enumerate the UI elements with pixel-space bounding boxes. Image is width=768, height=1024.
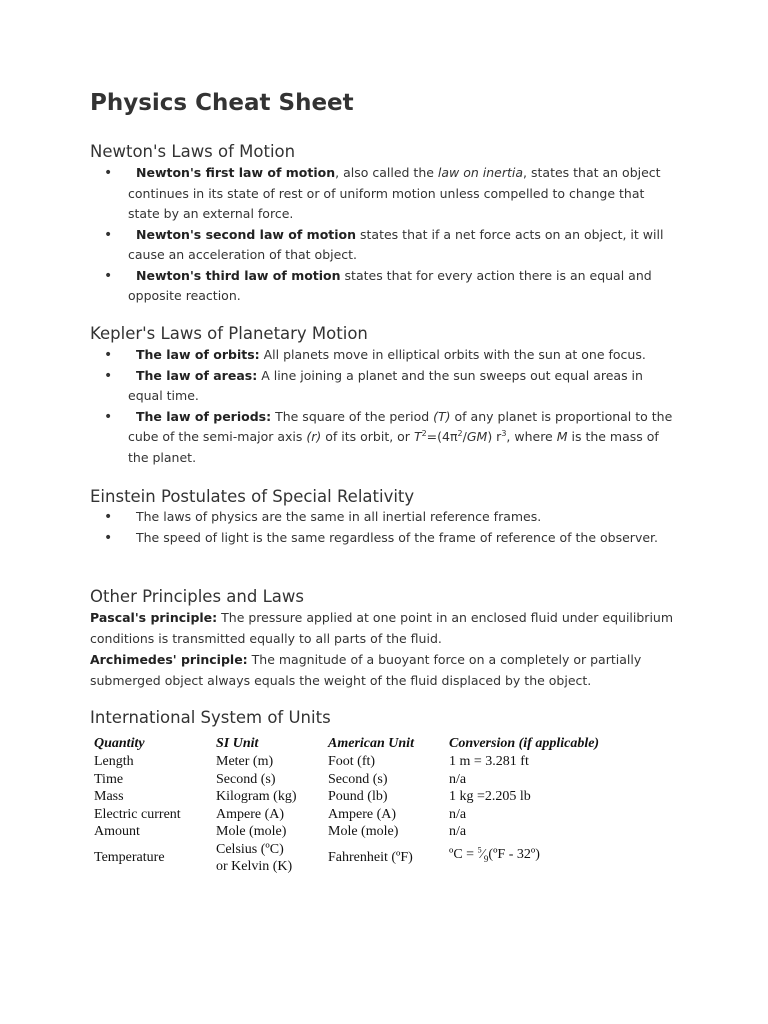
denominator: 9 — [483, 854, 489, 865]
table-cell: Length — [94, 754, 134, 769]
table-row — [90, 841, 633, 875]
table-cell: Electric current — [94, 806, 181, 822]
table-cell: 1 kg =2.205 lb — [449, 789, 531, 804]
table-cell — [445, 841, 633, 875]
text: or Kelvin (K) — [216, 858, 293, 874]
section-heading-other: Other Principles and Laws — [90, 587, 304, 606]
list-item — [90, 528, 680, 549]
text: of any planet is proportional to the cube of the semi-major axis — [128, 408, 673, 444]
table-row — [90, 771, 633, 789]
exponent: 2 — [457, 428, 463, 438]
text: states that if a net force acts on an object, it will cause an acceleration of that object. — [128, 226, 664, 262]
table-row — [90, 788, 633, 806]
column-header: Conversion (if applicable) — [449, 736, 600, 751]
term: Archimedes' principle: — [90, 652, 248, 667]
bullet-icon: • — [104, 408, 113, 425]
bullet-icon: • — [104, 529, 113, 546]
fraction-slash: ⁄ — [481, 847, 484, 863]
section-heading-units: International System of Units — [90, 708, 331, 727]
table-row — [90, 806, 633, 824]
list-item — [90, 507, 680, 528]
table-cell: Fahrenheit (ºF) — [328, 849, 413, 865]
symbol: T — [413, 429, 422, 444]
text: , where — [506, 429, 557, 444]
text: All planets move in elliptical orbits with the sun at one focus. — [259, 347, 646, 362]
text: The speed of light is the same regardless of the frame of reference of the observer. — [136, 529, 658, 545]
table-cell: Meter (m) — [216, 754, 274, 769]
text: states that for every action there is an equal and opposite reaction. — [128, 267, 652, 303]
table-cell: Second (s) — [216, 771, 276, 787]
term: The law of areas: — [136, 367, 258, 383]
bullet-icon: • — [104, 267, 113, 284]
bullet-icon: • — [104, 226, 113, 243]
text: of its orbit, or — [321, 429, 414, 444]
table-cell: Pound (lb) — [328, 789, 388, 804]
table-row — [90, 823, 633, 841]
term-italic: law on inertia — [437, 165, 524, 180]
list-item — [90, 407, 680, 469]
text: The pressure applied at one point in an enclosed fluid under equilibrium conditions is transmitted equally to all parts of the fluid. — [90, 610, 674, 646]
text: The magnitude of a buoyant force on a completely or partially submerged object always equals the weight of the fluid displaced by the object. — [90, 652, 642, 688]
list-item — [90, 366, 680, 407]
page-title: Physics Cheat Sheet — [90, 90, 354, 116]
exponent: 2 — [421, 428, 427, 438]
term: Newton's second law of motion — [136, 226, 357, 242]
symbol: GM — [466, 429, 488, 444]
table-cell: Mole (mole) — [328, 824, 399, 839]
text: A line joining a planet and the sun sweeps out equal areas in equal time. — [128, 367, 643, 403]
table-cell: Ampere (A) — [216, 806, 285, 822]
table-cell: Time — [94, 771, 124, 787]
table-cell: Mole (mole) — [216, 824, 287, 839]
symbol: (T) — [433, 408, 451, 424]
table-row — [90, 753, 633, 771]
list-item — [90, 225, 680, 266]
text: is the mass of the planet. — [128, 429, 659, 465]
text: Celsius (ºC) — [216, 841, 284, 857]
einstein-list — [90, 507, 680, 548]
term: The law of periods: — [136, 408, 272, 424]
numerator: 5 — [477, 845, 482, 855]
bullet-icon: • — [104, 165, 113, 181]
section-heading-einstein: Einstein Postulates of Special Relativity — [90, 487, 415, 506]
table-header-row — [90, 735, 633, 753]
pascal-paragraph — [90, 608, 680, 649]
text: , states that an object continues in its state of rest or of uniform motion unless compelled to change that state by an external force. — [128, 165, 661, 221]
bullet-icon: • — [104, 347, 113, 363]
table-cell: Amount — [94, 824, 140, 839]
units-table — [90, 735, 633, 875]
text: ºC = — [449, 847, 478, 863]
table-cell — [212, 841, 324, 875]
table-cell: Temperature — [94, 849, 165, 865]
table-cell: Foot (ft) — [328, 754, 376, 769]
table-cell: Second (s) — [328, 771, 388, 787]
column-header: Quantity — [94, 736, 145, 751]
text: , also called the — [335, 165, 438, 180]
newton-list — [90, 163, 680, 307]
table-cell: n/a — [449, 771, 467, 787]
table-cell: 1 m = 3.281 ft — [449, 754, 529, 769]
symbol: (r) — [306, 429, 322, 444]
term: Newton's first law of motion — [136, 165, 336, 180]
text: The laws of physics are the same in all inertial reference frames. — [136, 509, 542, 524]
text: The square of the period — [271, 408, 434, 424]
text: =(4π — [426, 429, 458, 444]
symbol: M — [556, 429, 568, 444]
table-cell: Kilogram (kg) — [216, 789, 297, 804]
table-cell: Mass — [94, 789, 124, 804]
section-heading-kepler: Kepler's Laws of Planetary Motion — [90, 324, 368, 343]
text: ) r — [487, 429, 502, 444]
kepler-list — [90, 345, 680, 468]
column-header: American Unit — [328, 736, 414, 751]
list-item — [90, 345, 680, 366]
term: Newton's third law of motion — [136, 267, 341, 283]
section-heading-newton: Newton's Laws of Motion — [90, 142, 296, 161]
table-cell: n/a — [449, 824, 467, 839]
bullet-icon: • — [104, 367, 113, 384]
list-item — [90, 163, 680, 225]
column-header: SI Unit — [216, 736, 259, 751]
text: / — [462, 429, 467, 444]
term: The law of orbits: — [136, 347, 260, 362]
table-cell: n/a — [449, 806, 467, 822]
exponent: 3 — [501, 428, 507, 438]
bullet-icon: • — [104, 509, 113, 525]
list-item — [90, 266, 680, 307]
table-cell: Ampere (A) — [328, 806, 397, 822]
archimedes-paragraph — [90, 650, 680, 691]
text: (ºF - 32º) — [488, 847, 540, 863]
term: Pascal's principle: — [90, 610, 218, 625]
